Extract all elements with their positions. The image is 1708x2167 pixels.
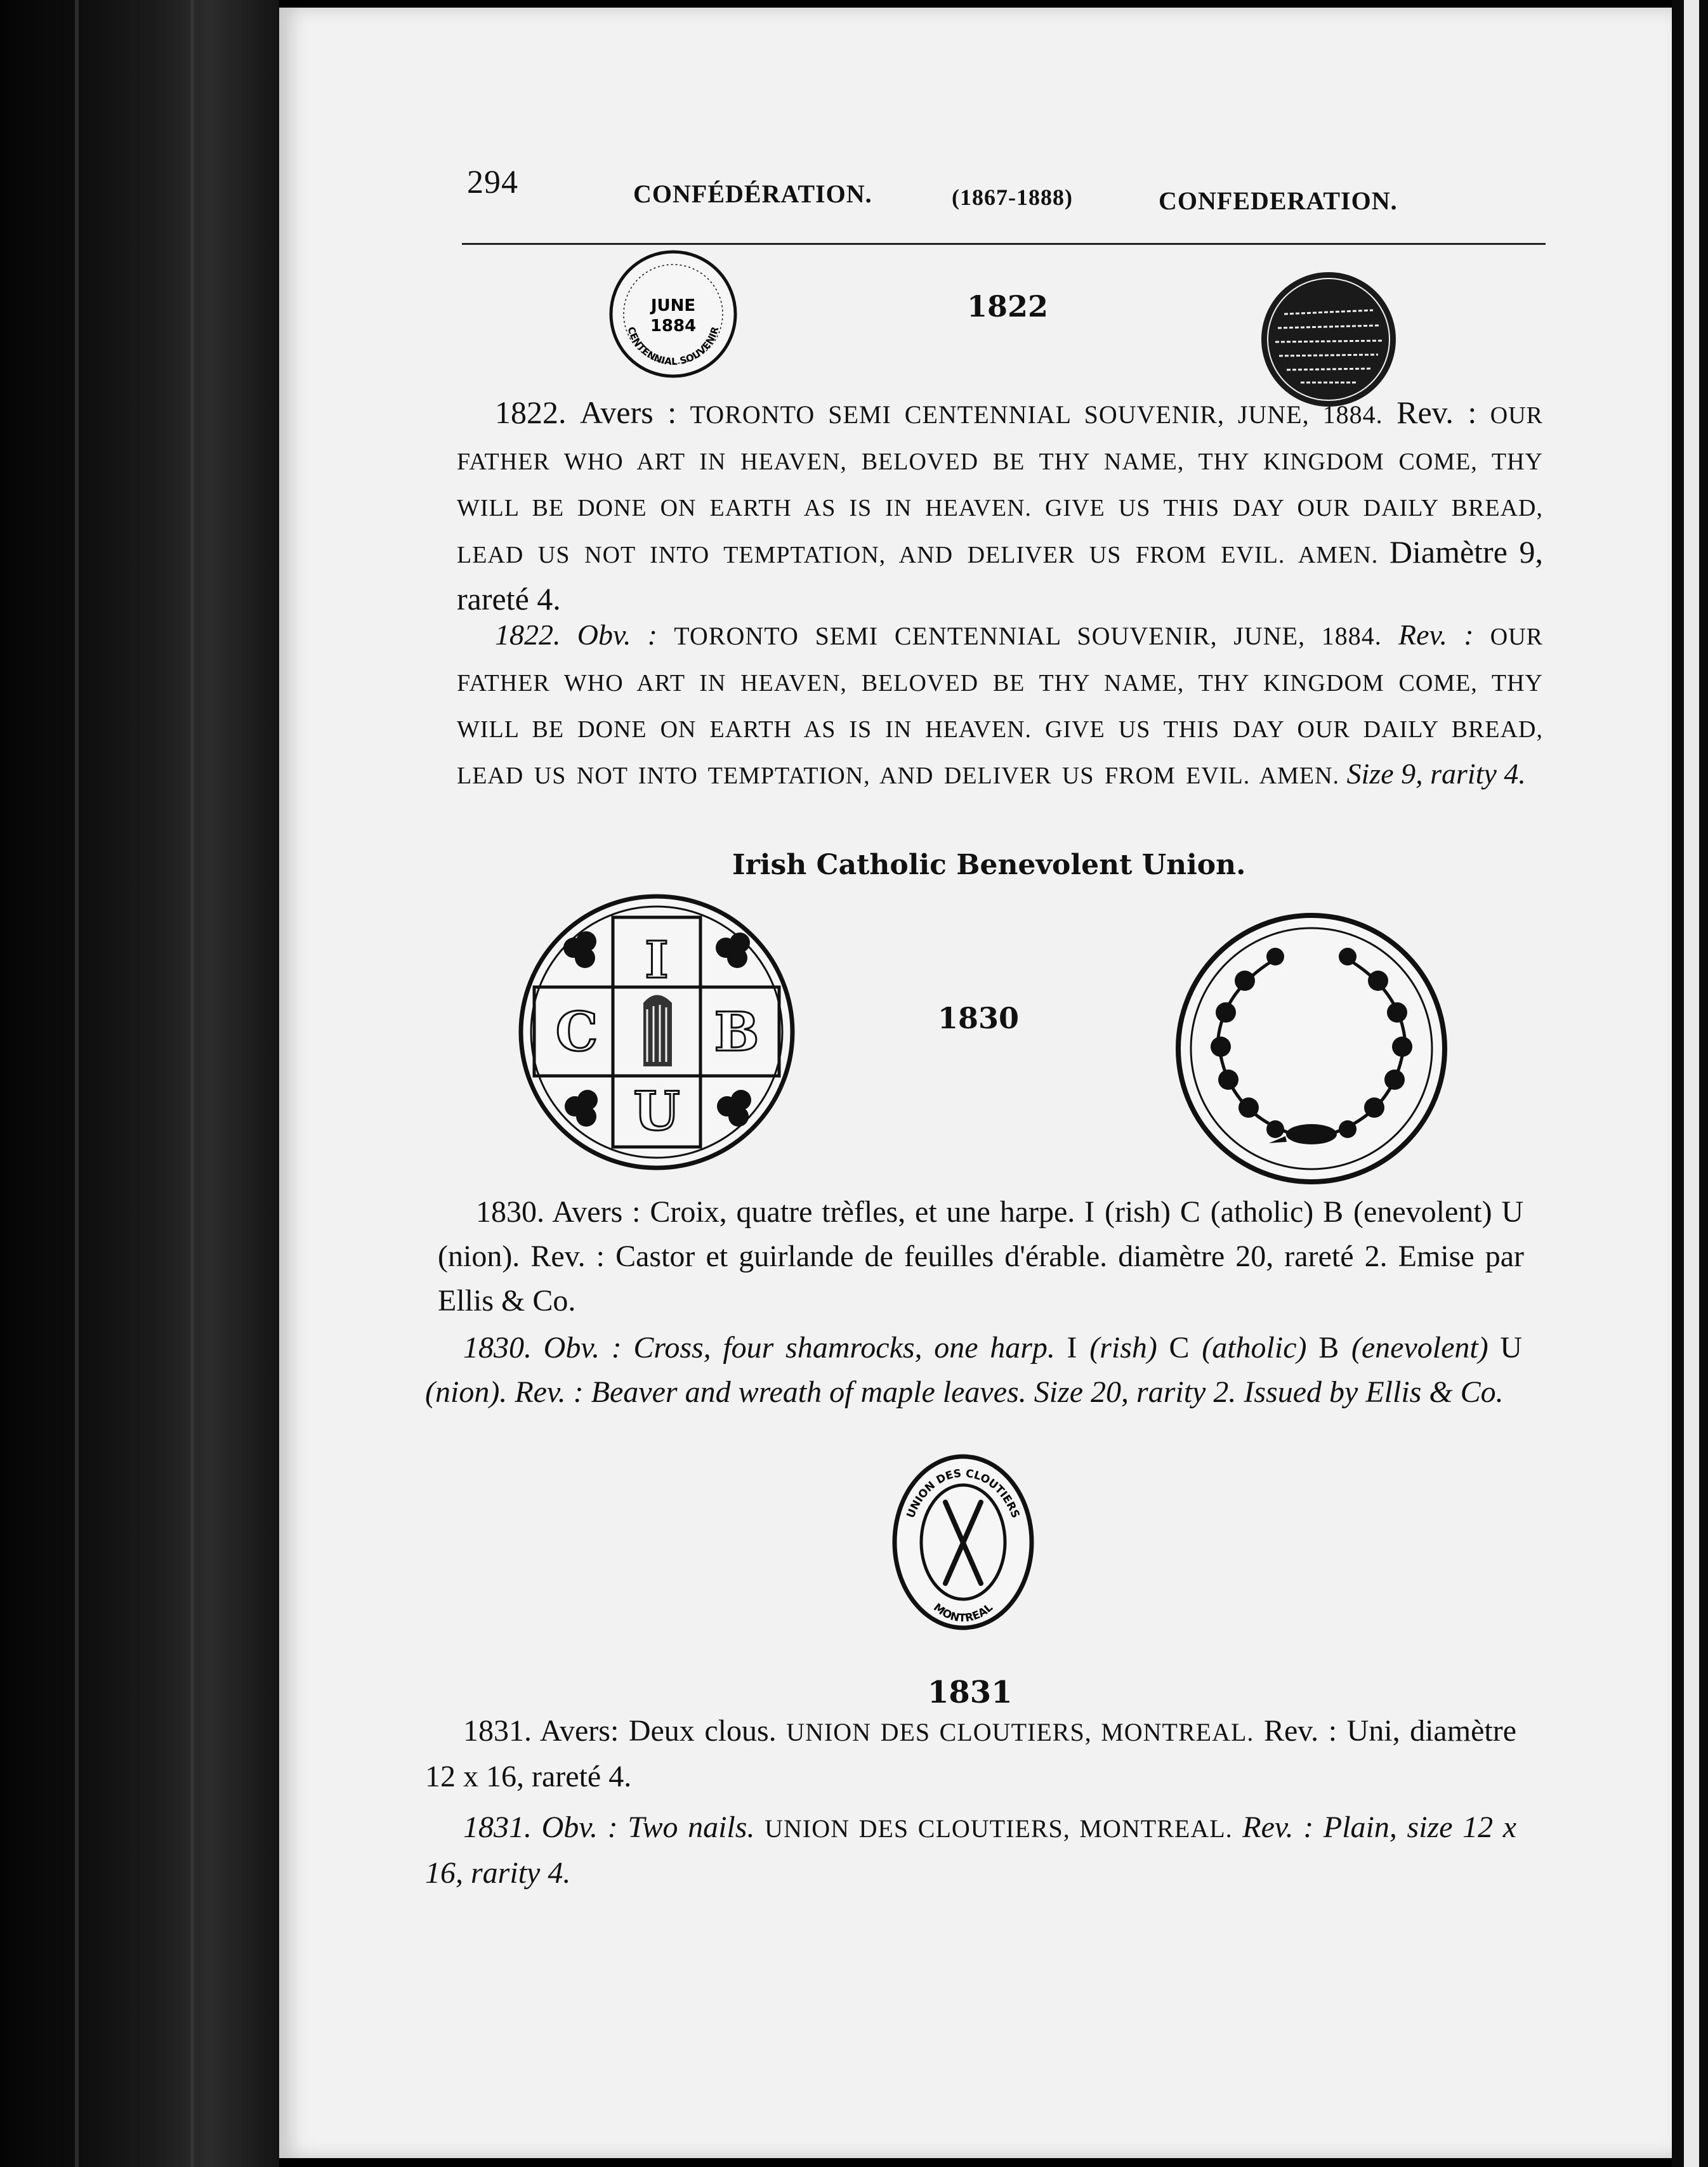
reverse-description: Castor et guirlande de feuilles d'érable. diamètre 20, rareté 2. Emise par Ellis & Co. bbox=[438, 1240, 1525, 1318]
coin-1831-legend-bottom: MONTREAL bbox=[931, 1601, 995, 1625]
letter-i: I bbox=[1084, 1195, 1096, 1229]
letter-u: U bbox=[1500, 1331, 1523, 1365]
reverse-legend: OUR FATHER WHO ART IN HEAVEN, BELOVED BE THY NAME, THY KINGDOM COME, THY WILL BE DONE ON EARTH AS IS IN HEAVEN. GIVE US THIS DAY OUR DAILY BREAD, LEAD US NOT INTO TEMPTATION, AND DELIVER US FROM EVIL. AMEN. bbox=[457, 624, 1544, 789]
year-heading-1830: 1830 bbox=[938, 1001, 1020, 1035]
obverse-legend: UNION DES CLOUTIERS, MONTREAL. bbox=[786, 1718, 1254, 1746]
letter-c: C bbox=[1169, 1331, 1190, 1365]
reverse-label: Rev. : bbox=[1396, 395, 1477, 430]
spine-crease bbox=[75, 0, 79, 2167]
entry-1831-fr bbox=[425, 1709, 1516, 1799]
coin-1830-letter-u: U bbox=[633, 1080, 680, 1142]
page-edge bbox=[1672, 0, 1708, 2167]
coin-1830-letter-c: C bbox=[555, 1000, 598, 1063]
obverse-label: Avers: bbox=[539, 1714, 619, 1748]
coin-1831-obverse bbox=[891, 1453, 1035, 1632]
letter-c-meaning: (atholic) bbox=[1210, 1195, 1314, 1229]
entry-number: 1831. bbox=[463, 1810, 532, 1844]
letter-u: U bbox=[1501, 1195, 1525, 1229]
coin-1822-obverse bbox=[608, 249, 739, 379]
obverse-description: Two nails. bbox=[627, 1810, 755, 1844]
obverse-legend: TORONTO SEMI CENTENNIAL SOUVENIR, JUNE, 1884. bbox=[690, 400, 1383, 429]
next-page-edge bbox=[1684, 0, 1699, 2167]
obverse-label: Obv. : bbox=[541, 1810, 618, 1844]
reverse-description: Plain, size 12 x 16, rarity 4. bbox=[425, 1810, 1517, 1890]
coin-1831-legend-top: UNION DES CLOUTIERS bbox=[904, 1467, 1022, 1521]
coin-1822-reverse bbox=[1259, 270, 1398, 409]
coin-1830-letter-b: B bbox=[714, 1000, 759, 1063]
spine-crease bbox=[190, 0, 194, 2167]
coin-1830-letter-i: I bbox=[645, 930, 669, 990]
obverse-description: Cross, four shamrocks, one harp. bbox=[633, 1331, 1055, 1365]
letter-i-meaning: (rish) bbox=[1105, 1195, 1171, 1229]
harp-icon bbox=[643, 995, 672, 1067]
coin-1830-reverse bbox=[1174, 911, 1449, 1186]
coin-1830-obverse bbox=[516, 892, 797, 1172]
entry-1822-en bbox=[457, 613, 1543, 798]
header-title-en: CONFEDERATION. bbox=[1159, 187, 1398, 215]
entry-details: Size 9, rarity 4. bbox=[1346, 757, 1526, 790]
obverse-label: Avers : bbox=[552, 1195, 641, 1229]
coin-1822-obverse-month: JUNE bbox=[650, 296, 696, 315]
reverse-label: Rev. : bbox=[1263, 1714, 1337, 1748]
section-heading: Irish Catholic Benevolent Union. bbox=[732, 849, 1246, 881]
entry-number: 1831. bbox=[463, 1714, 532, 1748]
letter-b-meaning: (enevolent) bbox=[1353, 1195, 1492, 1229]
entry-1830-en bbox=[425, 1326, 1523, 1415]
obverse-description: Croix, quatre trèfles, et une harpe. bbox=[650, 1195, 1075, 1229]
obverse-legend: UNION DES CLOUTIERS, MONTREAL. bbox=[765, 1814, 1233, 1843]
letter-u-meaning: (nion). bbox=[425, 1375, 508, 1409]
obverse-label: Obv. : bbox=[543, 1331, 622, 1365]
reverse-label: Rev. : bbox=[515, 1375, 584, 1409]
coin-1822-obverse-legend: CENTENNIAL SOUVENIR bbox=[625, 325, 721, 368]
entry-number: 1822. bbox=[495, 619, 561, 651]
obverse-label: Avers : bbox=[580, 395, 677, 430]
page-number: 294 bbox=[467, 164, 518, 200]
obverse-legend: TORONTO SEMI CENTENNIAL SOUVENIR, JUNE, 1884. bbox=[674, 622, 1382, 650]
entry-number: 1830. bbox=[476, 1195, 544, 1229]
entry-number: 1822. bbox=[495, 395, 567, 430]
book-spine bbox=[0, 0, 279, 2167]
reverse-label: Rev. : bbox=[1398, 619, 1474, 651]
reverse-label: Rev. : bbox=[530, 1240, 605, 1273]
entry-1830-fr bbox=[438, 1190, 1524, 1323]
letter-i: I bbox=[1067, 1331, 1078, 1365]
letter-i-meaning: (rish) bbox=[1089, 1331, 1157, 1365]
entry-1822-fr bbox=[457, 391, 1543, 622]
letter-c: C bbox=[1179, 1195, 1201, 1229]
entry-1831-en bbox=[425, 1805, 1516, 1895]
reverse-legend: OUR FATHER WHO ART IN HEAVEN, BELOVED BE THY NAME, THY KINGDOM COME, THY WILL BE DONE ON EARTH AS IS IN HEAVEN. GIVE US THIS DAY OUR DAILY BREAD, LEAD US NOT INTO TEMPTATION, AND DELIVER US FROM EVIL. AMEN. bbox=[457, 402, 1544, 568]
letter-b-meaning: (enevolent) bbox=[1351, 1331, 1488, 1365]
obverse-label: Obv. : bbox=[577, 619, 657, 651]
year-heading-1831: 1831 bbox=[928, 1675, 1013, 1710]
coin-1822-obverse-year: 1884 bbox=[650, 317, 697, 336]
letter-c-meaning: (atholic) bbox=[1202, 1331, 1307, 1365]
entry-number: 1830. bbox=[463, 1331, 532, 1365]
reverse-description: Beaver and wreath of maple leaves. Size 20, rarity 2. Issued by Ellis & Co. bbox=[591, 1375, 1504, 1409]
reverse-description: Uni, diamètre 12 x 16, rareté 4. bbox=[425, 1714, 1516, 1793]
obverse-description: Deux clous. bbox=[628, 1714, 777, 1748]
entry-details: Diamètre 9, rareté 4. bbox=[457, 534, 1544, 617]
year-heading-1822: 1822 bbox=[967, 289, 1049, 324]
letter-b: B bbox=[1323, 1195, 1344, 1229]
reverse-label: Rev. : bbox=[1242, 1810, 1314, 1844]
letter-b: B bbox=[1318, 1331, 1340, 1365]
header-title-fr: CONFÉDÉRATION. bbox=[633, 180, 872, 208]
header-rule bbox=[462, 243, 1546, 245]
header-period: (1867-1888) bbox=[952, 185, 1073, 210]
letter-u-meaning: (nion). bbox=[438, 1240, 520, 1273]
